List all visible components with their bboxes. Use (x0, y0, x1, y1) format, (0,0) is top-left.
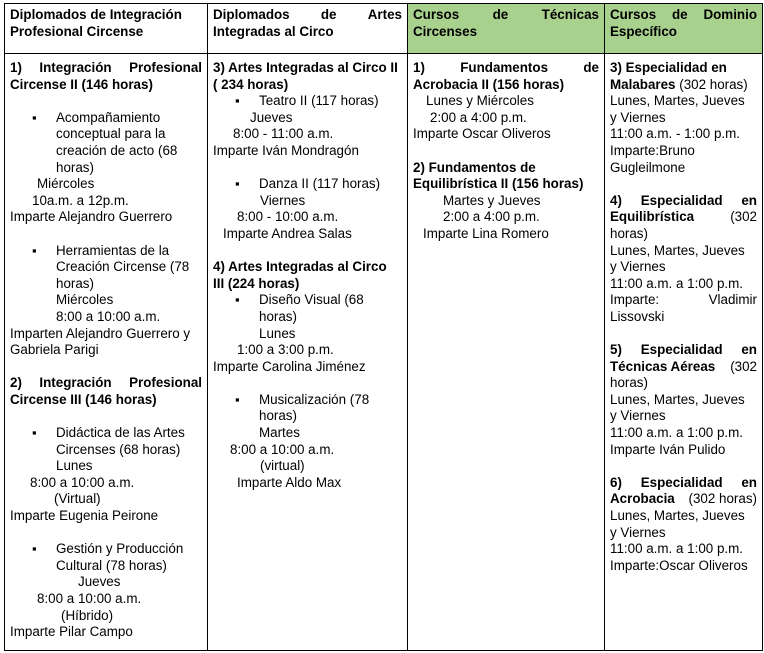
course-teacher: Imparte Carolina Jiménez (213, 358, 366, 374)
course-teacher: Imparte Eugenia Peirone (10, 508, 159, 524)
course-item: ▪ Gestión y Producción Cultural (78 horas) (32, 541, 184, 573)
col-cursos-dominio: 3) Especialidad en Malabares (302 horas) Lunes, Martes, Jueves y Viernes 11:00 a.m. - 1:00 p.m. Imparte:Bruno Gugleilmone 4) Especialidad en Equilibrística (302 horas) Lunes, Martes, Jueves y Viernes 11:00 a.m. a 1:00 p.m. Imparte: Vladimir Lissovski 5) Especialidad en Técnicas Aéreas (302 horas) Lunes, Martes, Jueves y Viernes 11:00 a.m. a 1:00 p.m. Imparte Iván Pulido 6) Especialidad en Acrobacia (302 horas) Lunes, Martes, Jueves y Viernes 11:00 a.m. a 1:00 p.m. Imparte:Oscar Oliveros (605, 54, 763, 651)
course-title: 2) Fundamentos de (413, 159, 536, 175)
course-teacher: Imparte: Vladimir (610, 292, 757, 308)
bullet-icon: ▪ (32, 109, 37, 125)
course-item: ▪ Herramientas de la Creación Circense (78 horas) Miércoles 8:00 a 10:00 a.m. (32, 242, 190, 324)
course-teacher: Imparte:Oscar Oliveros (610, 557, 748, 573)
bullet-icon: ▪ (32, 425, 37, 441)
course-teacher: Imparten Alejandro Guerrero y (10, 325, 191, 341)
specialty-title: 4) Especialidad en (610, 192, 757, 208)
course-item: ▪ Danza II (117 horas) (235, 176, 381, 192)
course-item: ▪ Acompañamiento conceptual para la creación de acto (68 horas) (32, 109, 178, 175)
course-teacher: Imparte Aldo Max (237, 474, 342, 490)
program-title: 2) Integración Profesional (10, 375, 202, 391)
course-teacher: Imparte:Bruno (610, 142, 695, 158)
course-item: ▪ Musicalización (78 horas) Martes (235, 391, 370, 441)
program-title: 3) Artes Integradas al Circo II (213, 60, 398, 75)
bullet-icon: ▪ (235, 176, 240, 192)
bullet-icon: ▪ (32, 541, 37, 557)
col-diplomados-integracion: 1) Integración Profesional Circense II (146 horas) ▪ Acompañamiento conceptual para la creación de acto (68 horas) Miércoles 10a.m. a 12p.m. Imparte Alejandro Guerrero ▪ Herramientas de la Creación Circense (78 horas) Miércoles 8:00 a 10:00 a.m. Imparten Alejandro Guerrero y Gabriela Parigi 2) Integración Profesional Circense III (146 horas) ▪ Didáctica de las Artes Circenses (68 horas) Lunes 8:00 a 10:00 a.m. (Virtual) Imparte Eugenia Peirone ▪ Gestión y Producción Cultural (78 horas) Jueves 8:00 a 10:00 a.m. (Híbrido) Imparte Pilar Campo (5, 54, 208, 651)
header-row (5, 4, 763, 54)
header-line: Cursos de Técnicas (413, 7, 599, 22)
header-line: Cursos de Dominio (610, 7, 757, 22)
course-teacher: Imparte Iván Pulido (610, 441, 726, 457)
bullet-icon: ▪ (235, 391, 240, 407)
specialty-title: 6) Especialidad en (610, 474, 757, 490)
content-row (5, 54, 763, 651)
course-title: 1) Fundamentos de (413, 60, 599, 75)
specialty-title: 3) Especialidad en (610, 60, 727, 75)
col-diplomados-artes: 3) Artes Integradas al Circo II ( 234 horas) ▪ Teatro II (117 horas) Jueves 8:00 - 11:00 a.m. Imparte Iván Mondragón ▪ Danza II (117 horas) Viernes 8:00 - 10:00 a.m. Imparte Andrea Salas 4) Artes Integradas al Circo III (224 horas) ▪ Diseño Visual (68 horas) Lunes 1:00 a 3:00 p.m. Imparte Carolina Jiménez ▪ Musicalización (78 horas) Martes 8:00 a 10:00 a.m. (virtual) Imparte Aldo Max (208, 54, 408, 651)
header-line: Diplomados de Artes (213, 7, 402, 22)
header-diplomados-artes: Diplomados de Artes Integradas al Circo (208, 4, 408, 54)
specialty-title: 5) Especialidad en (610, 342, 757, 358)
program-title: 1) Integración Profesional (10, 60, 202, 75)
header-cursos-dominio: Cursos de Dominio Específico (605, 4, 763, 54)
course-item: ▪ Diseño Visual (68 horas) Lunes (235, 292, 364, 341)
course-teacher: Imparte Lina Romero (423, 225, 549, 241)
course-teacher: Imparte Oscar Oliveros (413, 126, 551, 142)
header-cursos-tecnicas: Cursos de Técnicas Circenses (408, 4, 605, 54)
bullet-icon: ▪ (32, 242, 37, 258)
col-cursos-tecnicas: 1) Fundamentos de Acrobacia II (156 horas) Lunes y Miércoles 2:00 a 4:00 p.m. Imparte Oscar Oliveros 2) Fundamentos de Equilibrística II (156 horas) Martes y Jueves 2:00 a 4:00 p.m. Imparte Lina Romero (408, 54, 605, 651)
course-teacher: Imparte Andrea Salas (223, 225, 352, 241)
header-diplomados-integracion: Diplomados de Integración Profesional Circense (5, 4, 208, 54)
program-title: 4) Artes Integradas al Circo (213, 259, 387, 275)
course-teacher: Imparte Alejandro Guerrero (10, 209, 173, 225)
courses-table (4, 3, 763, 651)
course-teacher: Imparte Pilar Campo (10, 624, 133, 640)
course-teacher: Imparte Iván Mondragón (213, 142, 359, 158)
bullet-icon: ▪ (235, 93, 240, 109)
course-item: ▪ Didáctica de las Artes Circenses (68 horas) Lunes (32, 425, 185, 474)
course-item: ▪ Teatro II (117 horas) (235, 93, 379, 109)
bullet-icon: ▪ (235, 292, 240, 308)
